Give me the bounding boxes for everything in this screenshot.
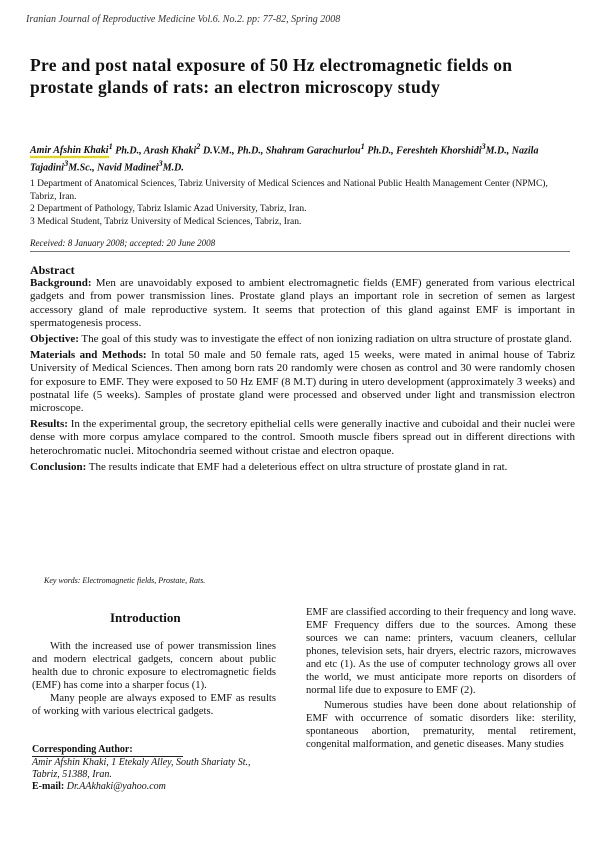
intro-paragraph: Many people are always exposed to EMF as results of working with various electrical gadgets.	[32, 693, 276, 717]
intro-paragraph: Numerous studies have been done about relationship of EMF with occurrence of somatic disorders like: sterility, spontaneous abortion, prematurity, mental retirement, congenital malformation, and genetic diseases. Many studies	[306, 700, 576, 750]
author-affil-sup: 1	[360, 142, 365, 151]
introduction-heading: Introduction	[110, 610, 181, 625]
correspondence-heading: Corresponding Author:	[32, 744, 183, 757]
author-affil-sup: 3	[481, 142, 486, 151]
author-text: D.V.M., Ph.D., Shahram Garachurlou	[200, 145, 361, 157]
background-label: Background:	[30, 277, 92, 290]
first-author: Amir Afshin Khaki	[30, 145, 109, 157]
intro-paragraph: With the increased use of power transmission lines and modern electrical gadgets, concern about public health due to chronic exposure to electromagnetic fields (EMF) has come into a sharper focus (1).	[32, 641, 276, 691]
email-label: E-mail:	[32, 781, 65, 792]
email-address: Dr.AAkhaki@yahoo.com	[64, 781, 166, 792]
intro-paragraph: EMF are classified according to their frequency and long wave. EMF Frequency differs due to the sources. Among these sources we can name: printers, vacuum cleaners, cellular phones, television sets, hair dryers, electric razors, microwaves and etc (1). As the use of computer technology grows all over the world, we must anticipate more reports on disorders of normal life due to exposure to EMF (2).	[306, 607, 576, 696]
abstract-background	[30, 277, 575, 330]
author-affil-sup: 2	[196, 142, 201, 151]
conclusion-label: Conclusion:	[30, 460, 87, 473]
corresponding-author	[32, 744, 276, 793]
author-list	[30, 140, 570, 175]
abstract-heading: Abstract	[30, 263, 75, 277]
received-dates: Received: 8 January 2008; accepted: 20 June 2008	[30, 238, 570, 252]
abstract-results	[30, 418, 575, 458]
methods-label: Materials and Methods:	[30, 349, 147, 362]
author-affil-sup: 3	[158, 159, 163, 169]
affiliation-item: 1 Department of Anatomical Sciences, Tabriz University of Medical Sciences and National Public Health Management Center (NPMC), Tabriz, Iran.	[30, 179, 548, 202]
background-text: Men are unavoidably exposed to ambient electromagnetic fields (EMF) generated from various electrical gadgets and from power transmission lines. Prostate gland plays an important role in secretion of semen as largest accessory gland of male reproductive system. It seems that protection of this gland against EMF is important in spermatogenesis process.	[30, 277, 575, 329]
author-text: Ph.D., Fereshteh Khorshidi	[364, 145, 482, 157]
author-text: M.D., Nazila Tajadini	[30, 145, 539, 174]
author-text: M.D.	[162, 162, 184, 174]
correspondence-address: Amir Afshin Khaki, 1 Etekaly Alley, South Shariaty St., Tabriz, 51388, Iran.	[32, 757, 251, 780]
abstract-methods	[30, 349, 575, 415]
author-affil-sup: 1	[108, 142, 113, 151]
methods-text: In total 50 male and 50 female rats, aged 15 weeks, were mated in animal house of Tabriz University of Medical Sciences. Then among born rats 20 randomly were chosen as control and 30 were randomly chosen for exposure to EMF. They were exposed to 50 Hz EMF (8 M.T) during in utero development (approximately 3 weeks) and postnatal life (5 weeks). Samples of prostate gland were processed and observed under light and transmission electron microscope.	[30, 349, 575, 415]
intro-left-column	[32, 640, 276, 718]
abstract-section	[30, 264, 575, 477]
objective-text: The goal of this study was to investigate the effect of non ionizing radiation on ultra structure of prostate gland.	[78, 333, 572, 346]
author-text: M.Sc., Navid Madinei	[68, 162, 159, 174]
correspondence-email	[32, 781, 276, 793]
affiliation-item: 2 Department of Pathology, Tabriz Islamic Azad University, Tabriz, Iran.	[30, 204, 307, 214]
results-label: Results:	[30, 418, 68, 431]
journal-header: Iranian Journal of Reproductive Medicine Vol.6. No.2. pp: 77-82, Spring 2008	[26, 14, 341, 25]
results-text: In the experimental group, the secretory epithelial cells were generally inactive and cuboidal and their nuclei were dense with more corpus amylace compared to the control. Smooth muscle fibers spread out in different directions with heterochromatic nuclei. Mitochondria seemed without cristae and electron opaque.	[30, 418, 575, 457]
conclusion-text: The results indicate that EMF had a deleterious effect on ultra structure of prostate gland in rat.	[86, 460, 508, 473]
abstract-objective	[30, 333, 575, 346]
affiliations	[30, 178, 570, 228]
paper-title: Pre and post natal exposure of 50 Hz electromagnetic fields on prostate glands of rats: an electron microscopy study	[30, 55, 513, 97]
author-text: Ph.D., Arash Khaki	[112, 145, 197, 157]
author-affil-sup: 3	[64, 159, 69, 169]
affiliation-item: 3 Medical Student, Tabriz University of Medical Sciences, Tabriz, Iran.	[30, 216, 302, 227]
keywords: Key words: Electromagnetic fields, Prostate, Rats.	[44, 576, 206, 585]
abstract-conclusion	[30, 461, 575, 474]
objective-label: Objective:	[30, 333, 79, 346]
intro-right-column	[306, 606, 576, 751]
